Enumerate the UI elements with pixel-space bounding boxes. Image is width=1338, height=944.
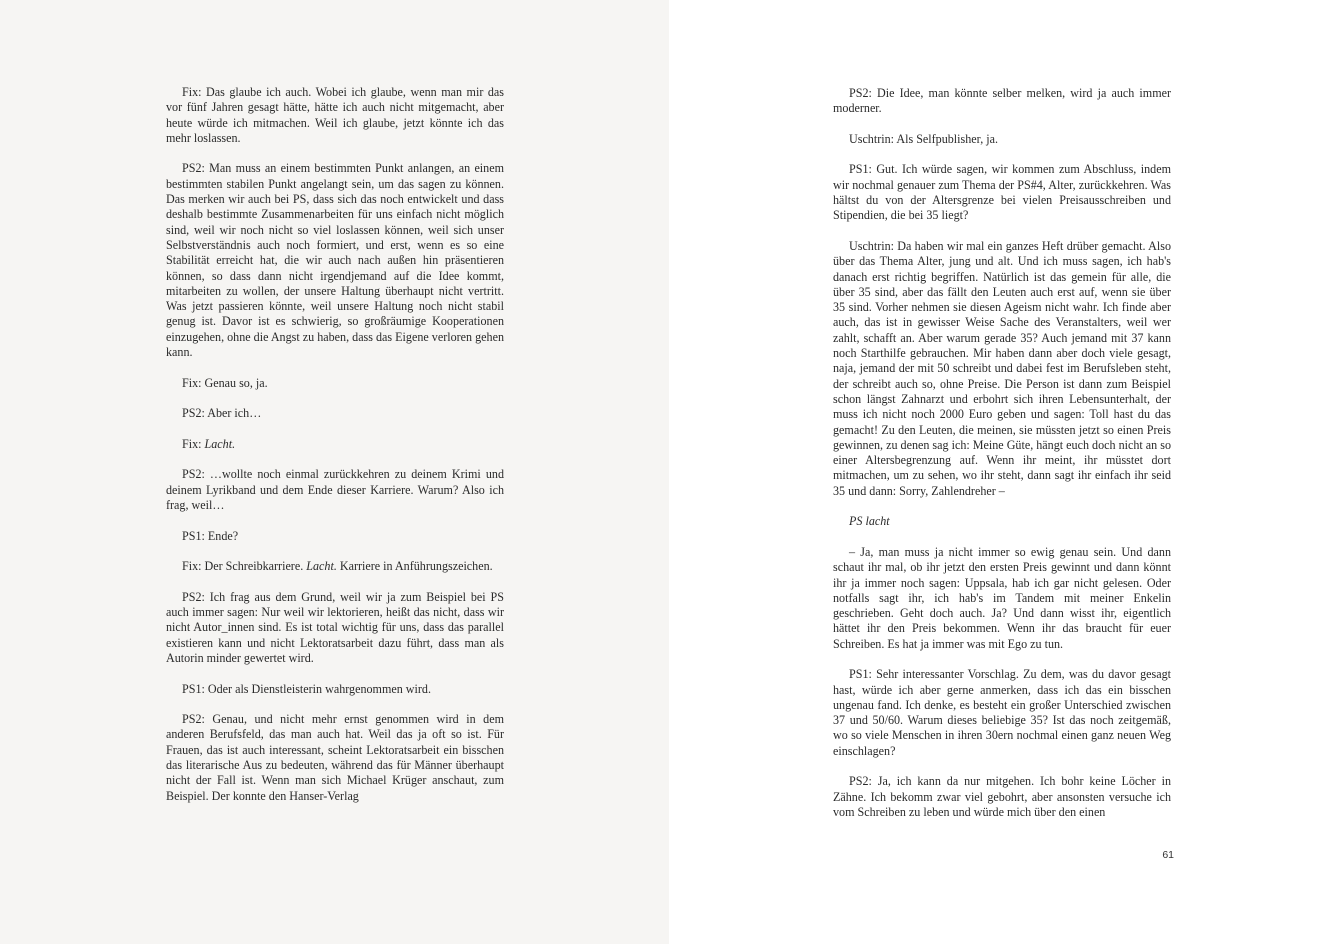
paragraph: [166, 85, 504, 146]
text-run: – Ja, man muss ja nicht immer so ewig genau sein. Und dann schaut ihr mal, ob ihr jetzt den ersten Preis gewinnt und dann könnt ihr ja immer noch sagen: Uppsala, hab ich gar nicht gelesen. Oder notfalls sagt ihr, ich hab's im Tandem mit meiner Enkelin geschrieben. Geht doch auch. Ja? Und dann wisst ihr, eigentlich hättet ihr den Preis bekommen. Wenn ihr das braucht für euer Schreiben. Es hat ja immer was mit Ego zu tun.: [833, 544, 1171, 651]
paragraph: [833, 545, 1171, 652]
text-run: Fix: Das glaube ich auch. Wobei ich glaube, wenn man mir das vor fünf Jahren gesagt hätte, hätte ich auch nicht mitgemacht, aber heute würde ich mitmachen. Weil ich glaube, jetzt könnte ich das mehr loslassen.: [166, 85, 504, 145]
text-run: Karriere in Anführungszeichen.: [336, 559, 493, 574]
text-run: PS2: …wollte noch einmal zurückkehren zu deinem Krimi und deinem Lyrikband und dem Ende dieser Karriere. Warum? Also ich frag, weil…: [166, 467, 504, 513]
text-run: PS2: Die Idee, man könnte selber melken, wird ja auch immer moderner.: [833, 86, 1171, 116]
paragraph: [166, 682, 504, 697]
text-run: PS1: Ende?: [182, 528, 239, 543]
text-run: PS1: Oder als Dienstleisterin wahrgenommen wird.: [182, 681, 432, 696]
text-run: PS2: Man muss an einem bestimmten Punkt anlangen, an einem bestimmten stabilen Punkt angelangt sein, um das sagen zu können. Das merken wir auch bei PS, dass sich das noch entwickelt und dass deshalb bestimmte Zusammenarbeiten für uns einfach nicht möglich sind, weil wir noch nicht so viel loslassen können, weil sich unser Selbstverständnis auch noch formiert, und erst, wenn es so eine Stabilität erreicht hat, die wir auch nach außen hin präsentieren können, so dass dann nicht irgendjemand auf die Idee kommt, mitarbeiten zu wollen, der unsere Haltung überhaupt nicht vertritt. Was jetzt passieren könnte, weil unsere Haltung noch nicht stabil genug ist. Davor ist es schwierig, so großräumige Kooperationen einzugehen, ohne die Angst zu haben, dass das Eigene verloren gehen kann.: [166, 161, 504, 360]
paragraph: [166, 376, 504, 391]
text-run: PS2: Ja, ich kann da nur mitgehen. Ich bohr keine Löcher in Zähne. Ich bekomm zwar viel gebohrt, aber ansonsten versuche ich vom Schreiben zu leben und würde mich über den einen: [833, 774, 1171, 819]
paragraph: [833, 514, 1171, 529]
paragraph: [166, 559, 504, 574]
paragraph: [833, 239, 1171, 499]
text-run: PS2: Aber ich…: [182, 406, 262, 421]
right-page-text-column: [833, 86, 1171, 836]
text-run: Fix: Genau so, ja.: [182, 375, 268, 390]
text-run: Uschtrin: Da haben wir mal ein ganzes Heft drüber gemacht. Also über das Thema Alter, jung und alt. Und ich muss sagen, ich hab's danach erst richtig begriffen. Natürlich ist das gemein für alle, die über 35 sind, aber das fällt den Leuten auch erst auf, wenn sie über 35 sind. Vorher nehmen sie diesen Ageism nicht wahr. Ich finde aber auch, das ist in gewisser Weise Sache des Veranstalters, weil wer zahlt, schafft an. Aber warum gerade 35? Auch jemand mit 37 kann noch Starthilfe gebrauchen. Mir haben dann aber doch viele gesagt, naja, jemand der mit 50 schreibt und dabei fest im Berufsleben steht, der schreibt auch so, ohne Preise. Die Person ist dann zum Beispiel schon längst Zahnarzt und erbohrt sich ihren Lebensunterhalt, der muss ich nicht noch 2000 Euro geben und sagen: Toll hast du das gemacht! Zu den Leuten, die meinen, sie müssten jetzt so einen Preis gewinnen, zu denen sag ich: Meine Güte, hängt euch doch nicht an so einer Altersbegrenzung auf. Wenn ihr meint, ihr müsstet dort mitmachen, um zu sehen, wo ihr steht, dann sagt ihr einfach ihr seid 35 und dann: Sorry, Zahlendreher –: [833, 238, 1171, 498]
page-number: 61: [1162, 849, 1174, 861]
text-run: Uschtrin: Als Selfpublisher, ja.: [849, 131, 998, 146]
text-run: PS1: Sehr interessanter Vorschlag. Zu dem, was du davor gesagt hast, würde ich aber gerne anmerken, dass ich das ein bisschen ungenau fand. Ich denke, es besteht ein großer Unterschied zwischen 37 und 50/60. Warum dieses beliebige 35? Ist das noch zeitgemäß, wo so viele Menschen in ihren 30ern nochmal einen ganz neuen Weg einschlagen?: [833, 667, 1171, 758]
text-run: PS2: Genau, und nicht mehr ernst genommen wird in dem anderen Berufsfeld, das man auch hat. Weil das ja oft so ist. Für Frauen, das ist auch interessant, scheint Lektoratsarbeit ein bisschen das literarische Aus zu bedeuten, während das für Männer überhaupt nicht der Fall ist. Wenn man sich Michael Krüger anschaut, zum Beispiel. Der konnte den Hanser-Verlag: [166, 712, 504, 803]
paragraph: [166, 590, 504, 666]
paragraph: [166, 161, 504, 360]
paragraph: [166, 529, 504, 544]
text-run: PS1: Gut. Ich würde sagen, wir kommen zum Abschluss, indem wir nochmal genauer zum Thema der PS#4, Alter, zurückkehren. Was hältst du von der Altersgrenze bei vielen Preisausschreiben und Stipendien, die bei 35 liegt?: [833, 162, 1171, 223]
paragraph: [166, 712, 504, 804]
left-page-text-column: [166, 85, 504, 819]
paragraph: [833, 162, 1171, 223]
paragraph: [166, 467, 504, 513]
text-run: Fix:: [182, 436, 205, 451]
right-page: [669, 0, 1338, 944]
paragraph: [833, 86, 1171, 117]
text-run: Fix: Der Schreibkarriere.: [182, 559, 307, 574]
paragraph: [833, 774, 1171, 820]
paragraph: [833, 667, 1171, 759]
italic-text: Lacht.: [306, 559, 337, 574]
italic-text: Lacht.: [204, 436, 236, 451]
paragraph: [166, 406, 504, 421]
italic-text: PS lacht: [849, 514, 890, 529]
paragraph: [833, 132, 1171, 147]
text-run: PS2: Ich frag aus dem Grund, weil wir ja zum Beispiel bei PS auch immer sagen: Nur weil wir lektorieren, heißt das nicht, dass wir nicht Autor_innen sind. Es ist total wichtig für uns, dass das parallel existieren kann und nicht Lektoratsarbeit dazu führt, dass man als Autorin minder gewertet wird.: [166, 589, 504, 665]
paragraph: [166, 437, 504, 452]
